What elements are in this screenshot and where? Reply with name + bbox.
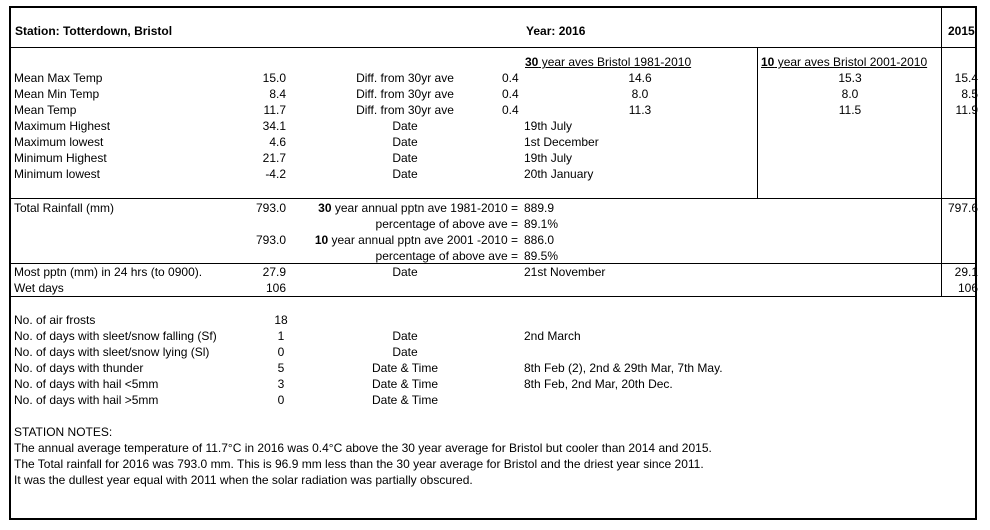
temp-value: 34.1 [262,119,286,133]
temp-prev: 15.4 [954,71,978,85]
temp-value: 11.7 [263,103,286,117]
temp-ave30: 8.0 [631,87,649,101]
count-value: 18 [274,313,288,327]
temp-date: 19th July [524,151,573,165]
rain-pct-label: percentage of above ave = [375,217,518,231]
count-value: 0 [277,345,285,359]
temp-ave10: 11.5 [838,103,862,117]
temp-value: 15.0 [262,71,286,85]
temp-ave30: 11.3 [628,103,652,117]
temp-value: 8.4 [269,87,286,101]
count-date: 8th Feb (2), 2nd & 29th Mar, 7th May. [524,361,723,375]
temp-label: Maximum Highest [14,119,111,133]
temp-label: Mean Temp [14,103,77,117]
count-mid: Date [392,345,418,359]
temp-label: Maximum lowest [14,135,104,149]
temp-label: Minimum Highest [14,151,107,165]
temp-diff: 0.4 [502,71,519,85]
temp-prev: 8.5 [961,87,978,101]
temp-mid: Date [392,135,418,149]
temp-mid: Diff. from 30yr ave [356,103,454,117]
rain-ten-year-value: 886.0 [524,233,555,247]
rain-label: Total Rainfall (mm) [14,201,115,215]
wet-days-prev: 106 [957,281,978,295]
count-label: No. of days with sleet/snow lying (Sl) [14,345,210,359]
wet-days-label: Wet days [14,281,64,295]
temp-date: 19th July [524,119,573,133]
temp-ave30: 14.6 [628,71,652,85]
wet-days-value: 106 [265,281,286,295]
rain-value: 793.0 [255,201,286,215]
count-date: 2nd March [524,329,581,343]
temp-mid: Diff. from 30yr ave [356,87,454,101]
most-pptn-value: 27.9 [262,265,286,279]
temp-prev: 11.9 [955,103,978,117]
prev-year-title: 2015 [948,24,975,38]
count-label: No. of days with hail <5mm [14,377,159,391]
temp-diff: 0.4 [502,87,519,101]
most-pptn-prev: 29.1 [954,265,978,279]
rain-ten-year-label: 10 year annual pptn ave 2001 -2010 = [314,233,518,247]
most-pptn-label: Most pptn (mm) in 24 hrs (to 0900). [14,265,203,279]
temp-label: Mean Min Temp [14,87,100,101]
count-value: 1 [277,329,285,343]
rain-prev: 797.6 [947,201,978,215]
notes-line: It was the dullest year equal with 2011 when the solar radiation was partially obscured. [14,473,473,487]
rain-pct-value: 89.1% [524,217,559,231]
count-date: 8th Feb, 2nd Mar, 20th Dec. [524,377,673,391]
station-title: Station: Totterdown, Bristol [15,24,173,38]
count-value: 3 [277,377,285,391]
count-value: 5 [277,361,285,375]
rule-prev-year-left [941,7,942,296]
count-label: No. of days with thunder [14,361,144,375]
rain-pct-value: 89.5% [524,249,559,263]
temp-date: 1st December [524,135,599,149]
ten-year-aves-header: 10 year aves Bristol 2001-2010 [761,55,928,69]
rain-pct-label: percentage of above ave = [375,249,518,263]
count-label: No. of days with hail >5mm [14,393,159,407]
count-mid: Date [392,329,418,343]
temp-mid: Date [392,151,418,165]
count-value: 0 [277,393,285,407]
temp-mid: Date [392,167,418,181]
rain-thirty-year-label: 30 year annual pptn ave 1981-2010 = [318,201,518,215]
year-title: Year: 2016 [526,24,586,38]
rule-rain-end [10,263,976,264]
temp-value: -4.2 [265,167,286,181]
temp-ave10: 15.3 [838,71,862,85]
notes-line: The annual average temperature of 11.7°C in 2016 was 0.4°C above the 30 year average for Bristol but cooler than 2014 and 2015. [14,441,712,455]
most-pptn-date: 21st November [524,265,606,279]
temp-label: Minimum lowest [14,167,101,181]
temp-label: Mean Max Temp [14,71,103,85]
temp-ave10: 8.0 [841,87,859,101]
rain-value: 793.0 [255,233,286,247]
rule-temps-end [10,198,976,199]
thirty-year-aves-header: 30 year aves Bristol 1981-2010 [525,55,692,69]
rule-wet-end [10,296,976,297]
count-mid: Date & Time [371,377,439,391]
temp-mid: Diff. from 30yr ave [356,71,454,85]
count-label: No. of air frosts [14,313,96,327]
temp-diff: 0.4 [502,103,519,117]
rule-header [10,47,976,48]
rain-thirty-year-value: 889.9 [524,201,555,215]
count-mid: Date & Time [371,361,439,375]
count-mid: Date & Time [371,393,439,407]
temp-date: 20th January [524,167,594,181]
most-pptn-mid: Date [392,265,418,279]
temp-mid: Date [392,119,418,133]
count-label: No. of days with sleet/snow falling (Sf) [14,329,217,343]
notes-title: STATION NOTES: [14,425,113,439]
temp-value: 4.6 [269,135,286,149]
rule-ten-year-left [757,48,758,198]
notes-line: The Total rainfall for 2016 was 793.0 mm. This is 96.9 mm less than the 30 year average for Bristol and the driest year since 2011. [14,457,704,471]
temp-value: 21.7 [262,151,286,165]
